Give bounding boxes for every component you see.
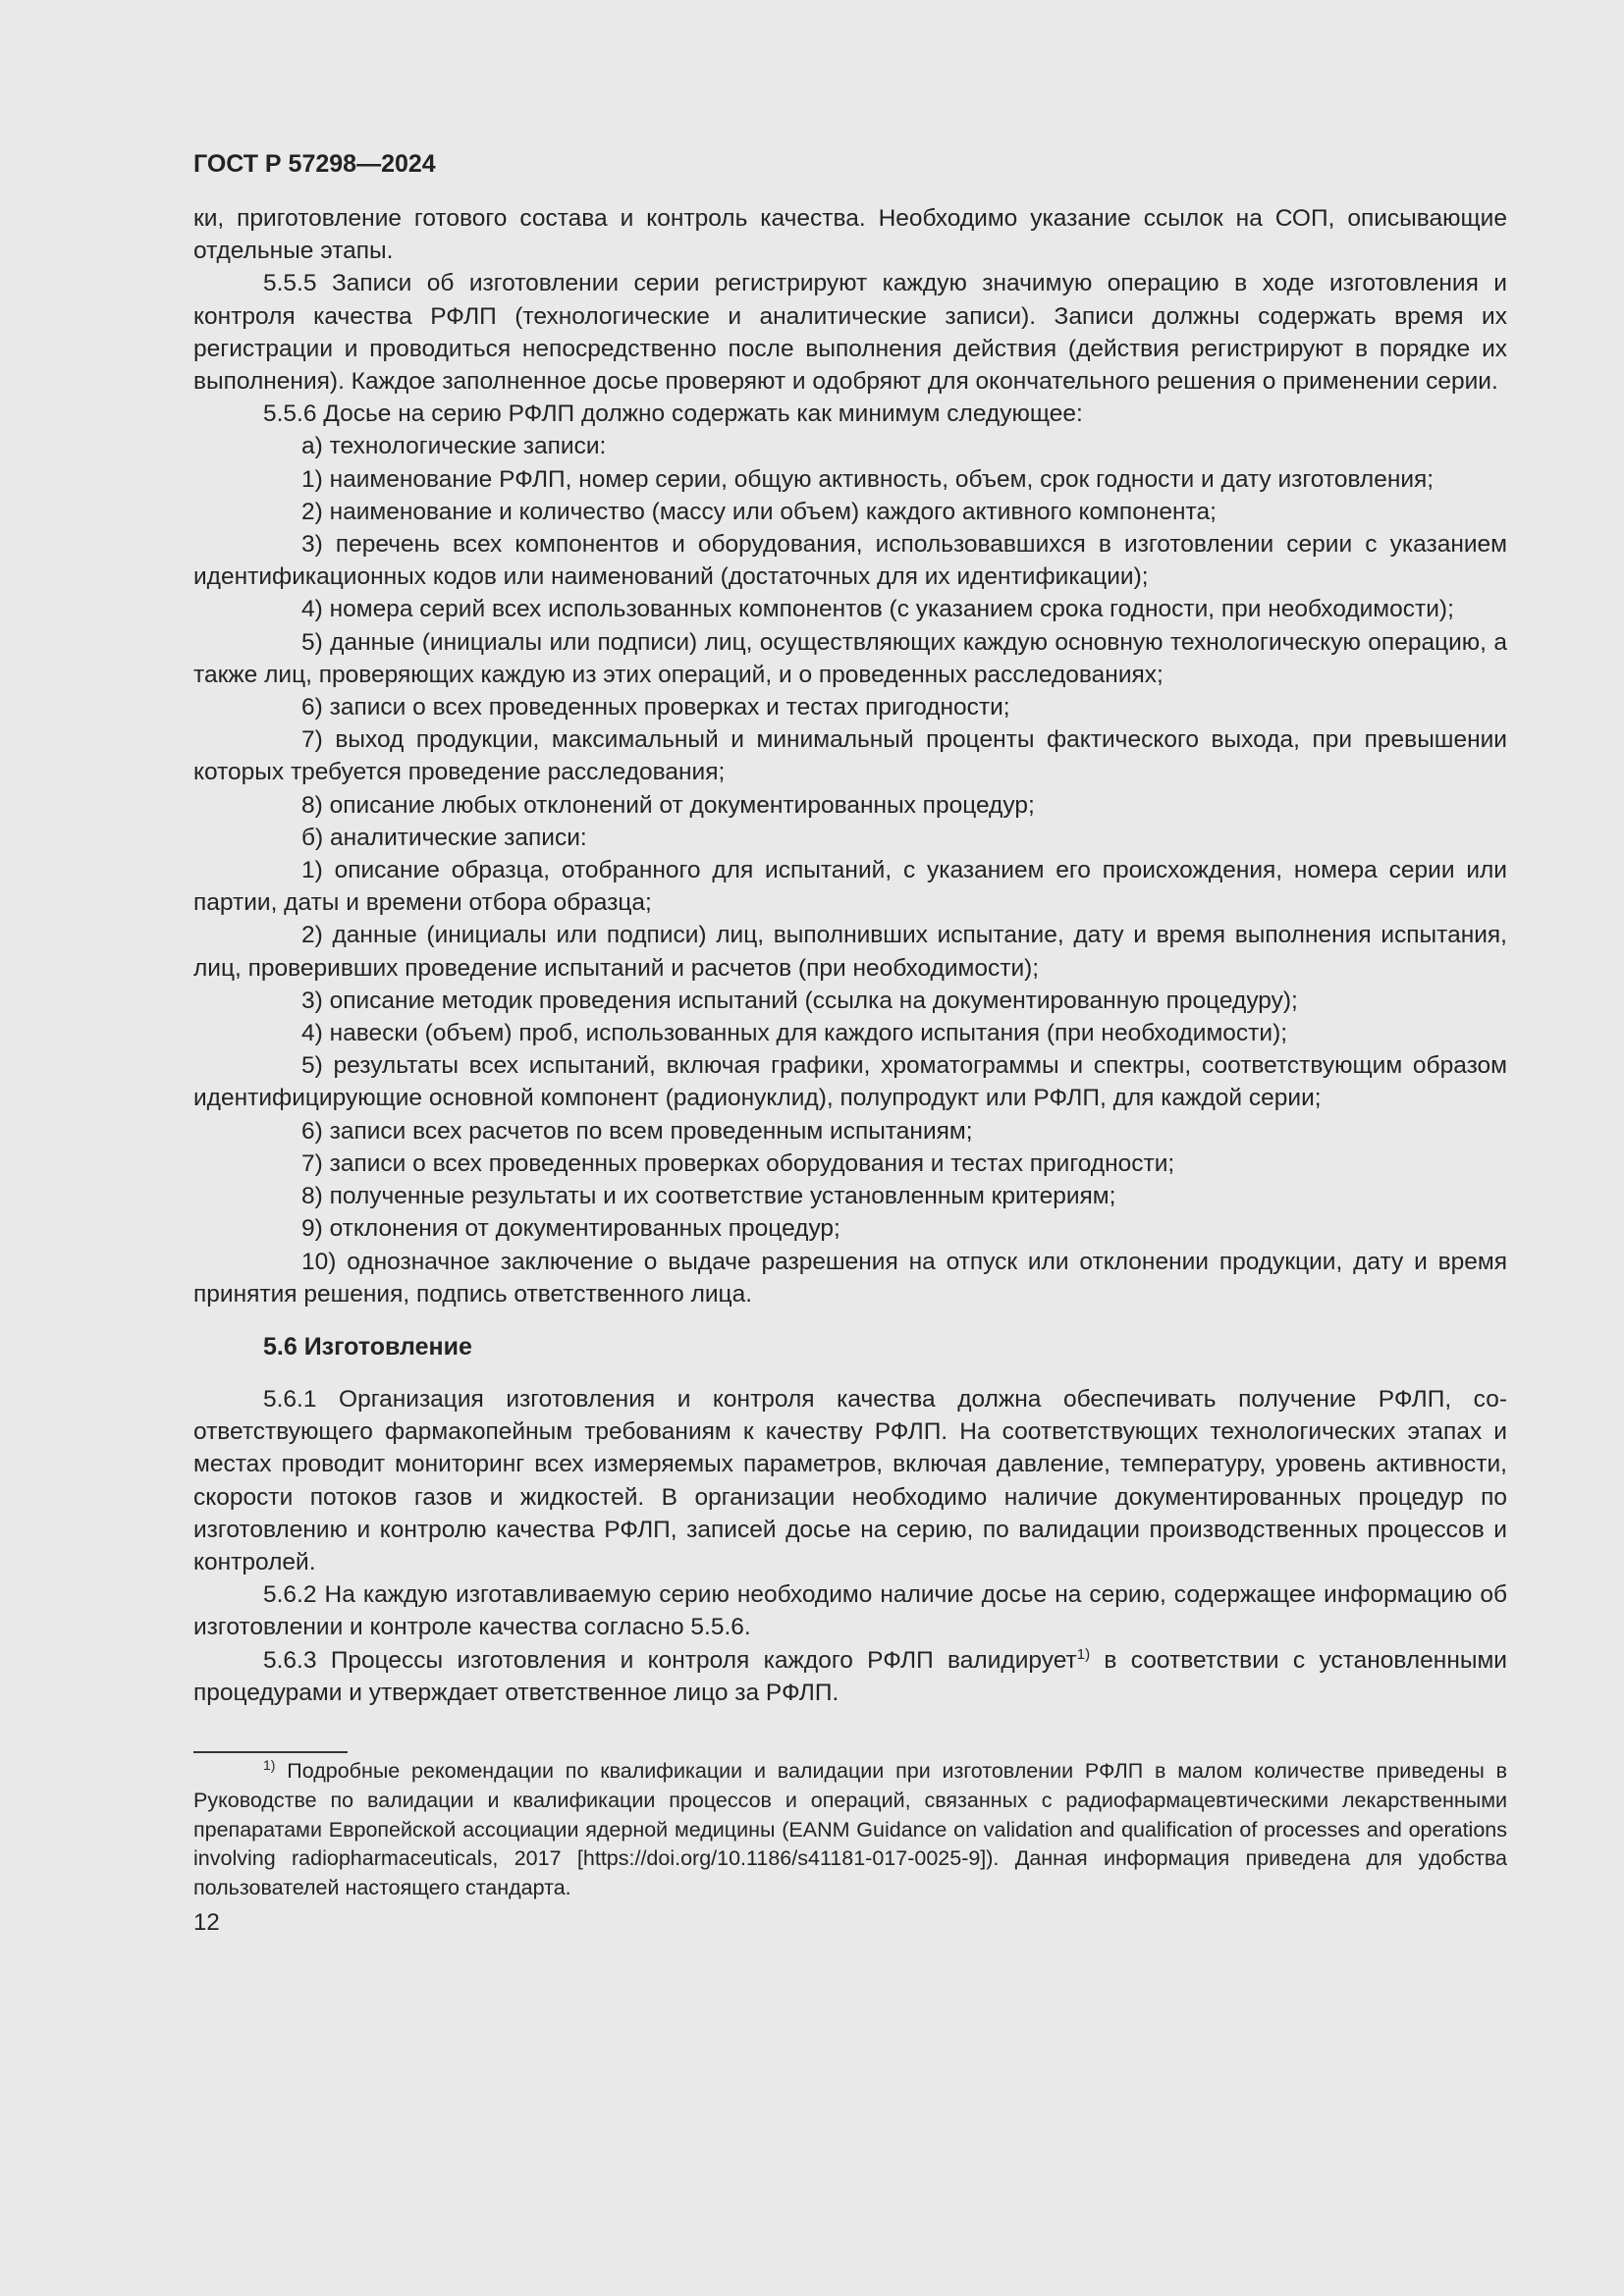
paragraph: 10) однозначное заключение о выдаче разрешения на отпуск или отклонении продукции, дату и время принятия решения, подпись ответственного лица.: [193, 1248, 1507, 1308]
paragraph-list-top: [193, 202, 1507, 1310]
paragraph: 5.6.2 На каждую изготавливаемую серию необходимо наличие досье на серию, содержащее информацию об изготовлении и контроле качества согласно 5.5.6.: [193, 1581, 1507, 1641]
paragraph: ки, приготовление готового состава и контроль качества. Необходимо указание ссылок на СОП, описывающие отдельные этапы.: [193, 205, 1507, 265]
paragraph: 2) наименование и количество (массу или объем) каждого активного компонента;: [301, 498, 1217, 525]
document-header: ГОСТ Р 57298—2024: [193, 150, 436, 178]
paragraph: 4) навески (объем) проб, использованных для каждого испытания (при необходимости);: [301, 1020, 1288, 1047]
paragraph: а) технологические записи:: [301, 433, 607, 460]
paragraph: 5.5.6 Досье на серию РФЛП должно содержать как минимум следующее:: [263, 400, 1083, 428]
paragraph: 6) записи всех расчетов по всем проведенным испытаниям;: [301, 1117, 973, 1145]
document-body: [193, 202, 1507, 1709]
paragraph: 1) описание образца, отобранного для испытаний, с указанием его происхождения, номера серии или партии, даты и времени отбора образца;: [193, 857, 1507, 917]
paragraph: 3) описание методик проведения испытаний (ссылка на документированную процедуру);: [301, 987, 1298, 1014]
paragraph: 4) номера серий всех использованных компонентов (с указанием срока годности, при необходимости);: [301, 596, 1454, 623]
paragraph: 6) записи о всех проведенных проверках и тестах пригодности;: [301, 694, 1010, 721]
paragraph: 5) данные (инициалы или подписи) лиц, осуществляющих каждую основную технологическую операцию, а также лиц, проверяющих каждую из этих операций, и о проведенных расследованиях;: [193, 628, 1507, 688]
footnote-reference[interactable]: 1): [1076, 1645, 1091, 1663]
footnote-text: [193, 1757, 1507, 1903]
footnote-body: Подробные рекомендации по квалификации и валидации при изготовлении РФЛП в малом количестве приведены в Руководстве по валидации и квалификации процессов и операций, связанных с радиофармацевтическими лекарственными препаратами Европейской ассоциации ядерной медицины (EANM Guidance on validation and qualification of processes and operations involving radiopharmaceuticals, 2017 [https://doi.org/10.1186/s41181-017-0025-9]). Данная информация приведена для удобства пользователей настоящего стандарта.: [193, 1758, 1507, 1900]
footnote-marker: 1): [263, 1756, 276, 1773]
paragraph: 2) данные (инициалы или подписи) лиц, выполнивших испытание, дату и время выполнения испытания, лиц, проверивших проведение испытаний и расчетов (при необходимости);: [193, 922, 1507, 982]
paragraph: 1) наименование РФЛП, номер серии, общую активность, объем, срок годности и дату изготовления;: [301, 465, 1435, 493]
paragraph: 8) полученные результаты и их соответствие установленным критериям;: [301, 1183, 1116, 1210]
paragraph-list-bottom: [193, 1383, 1507, 1644]
paragraph: б) аналитические записи:: [301, 824, 587, 851]
paragraph: 5) результаты всех испытаний, включая графики, хроматограммы и спектры, соответствующим образом идентифицирующие основной компонент (радионуклид), полупродукт или РФЛП, для каждой серии;: [193, 1052, 1507, 1112]
section-title: 5.6 Изготовление: [263, 1332, 472, 1361]
paragraph-text: в соответствии с установленными процедурами и утверждает ответственное лицо за РФЛП.: [193, 1646, 1507, 1706]
paragraph: 9) отклонения от документированных процедур;: [301, 1215, 840, 1243]
paragraph-5-6-3: [193, 1644, 1507, 1709]
paragraph: 7) записи о всех проведенных проверках оборудования и тестах пригодности;: [301, 1149, 1175, 1177]
document-page: [193, 147, 1507, 1939]
page-number: 12: [193, 1908, 220, 1936]
paragraph: 5.5.5 Записи об изготовлении серии регистрируют каждую значимую операцию в ходе изготовления и контроля качества РФЛП (технологические и аналитические записи). Записи должны содержать время их регистрации и проводиться непосредственно после выполнения действия (действия регистрируют в порядке их выполнения). Каждое заполненное досье проверяют и одобряют для окончательного решения о применении серии.: [193, 270, 1507, 396]
paragraph: 3) перечень всех компонентов и оборудования, использовавшихся в изготовлении серии с указанием идентификационных кодов или наименований (достаточных для их идентификации);: [193, 531, 1507, 591]
paragraph: 5.6.1 Организация изготовления и контроля качества должна обеспечивать получение РФЛП, соответствующего фармакопейным требованиям к качеству РФЛП. На соответствующих технологических этапах и местах проводит мониторинг всех измеряемых параметров, включая давление, температуру, уровень активности, скорости потоков газов и жидкостей. В организации необходимо наличие документированных процедур по изготовлению и контролю качества РФЛП, записей досье на серию, по валидации производственных процессов и контролей.: [193, 1385, 1507, 1575]
paragraph-text: 5.6.3 Процессы изготовления и контроля каждого РФЛП валидирует: [263, 1646, 1077, 1674]
paragraph: 8) описание любых отклонений от документированных процедур;: [301, 791, 1035, 819]
footnote: [193, 1757, 1507, 1903]
footnote-divider: [193, 1751, 348, 1753]
paragraph: 7) выход продукции, максимальный и минимальный проценты фактического выхода, при превышении которых требуется проведение расследования;: [193, 726, 1507, 786]
